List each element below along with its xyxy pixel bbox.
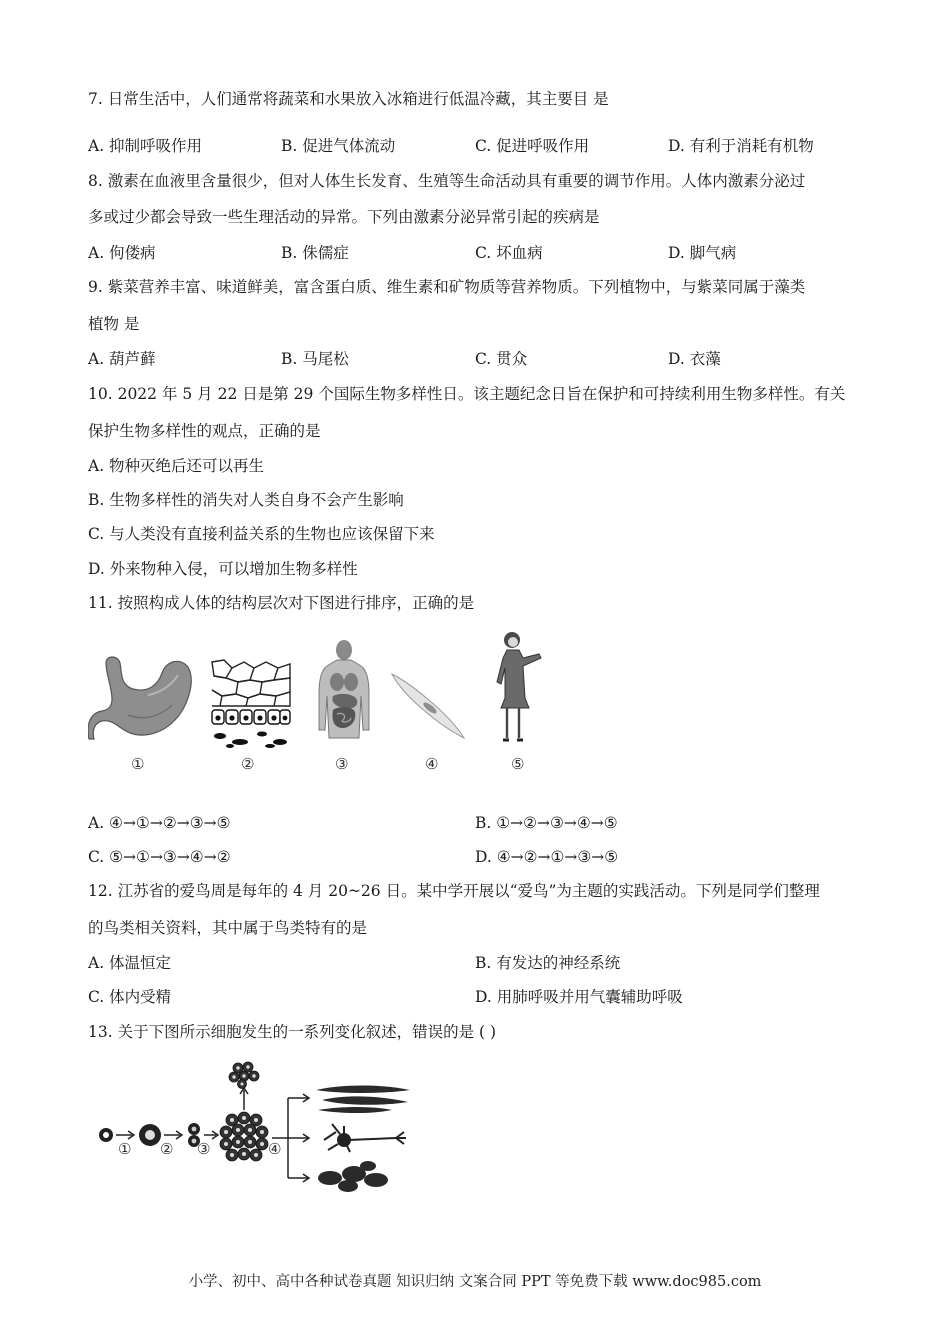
figure-label-4: ④	[268, 1140, 282, 1158]
figure-label-1: ①	[118, 1140, 132, 1158]
q7-option-b: B. 促进气体流动	[281, 137, 396, 155]
q12-stem-line1: 12. 江苏省的爱鸟周是每年的 4 月 20~26 日。某中学开展以“爱鸟”为主题的实践活动。下列是同学们整理	[88, 882, 820, 900]
q9-option-a: A. 葫芦藓	[88, 350, 156, 368]
q10-stem-line2: 保护生物多样性的观点，正确的是	[88, 422, 321, 440]
q12-option-d: D. 用肺呼吸并用气囊辅助呼吸	[475, 988, 683, 1006]
figure-label-3: ③	[335, 755, 349, 773]
q10-stem-line1: 10. 2022 年 5 月 22 日是第 29 个国际生物多样性日。该主题纪念日旨在保护和可持续利用生物多样性。有关	[88, 385, 846, 403]
q12-option-c: C. 体内受精	[88, 988, 172, 1006]
tissue-illustration	[210, 658, 292, 750]
human-body-illustration	[313, 638, 375, 748]
figure-label-4: ④	[425, 755, 439, 773]
q7-option-c: C. 促进呼吸作用	[475, 137, 590, 155]
q10-option-c: C. 与人类没有直接利益关系的生物也应该保留下来	[88, 525, 435, 543]
q11-option-d: D. ④→②→①→③→⑤	[475, 848, 619, 866]
muscle-cell-illustration	[388, 668, 468, 743]
q11-option-c: C. ⑤→①→③→④→②	[88, 848, 231, 866]
q10-option-d: D. 外来物种入侵，可以增加生物多样性	[88, 560, 358, 578]
page-footer: 小学、初中、高中各种试卷真题 知识归纳 文案合同 PPT 等免费下载 www.doc985.com	[188, 1274, 762, 1290]
stomach-illustration	[88, 655, 193, 747]
q11-option-b: B. ①→②→③→④→⑤	[475, 814, 618, 832]
q13-stem: 13. 关于下图所示细胞发生的一系列变化叙述，错误的是 ( )	[88, 1023, 497, 1041]
q8-option-c: C. 坏血病	[475, 244, 543, 262]
q9-stem-line2: 植物 是	[88, 315, 140, 333]
girl-illustration	[495, 628, 545, 746]
q8-stem-line2: 多或过少都会导致一些生理活动的异常。下列由激素分泌异常引起的疾病是	[88, 208, 600, 226]
q11-stem: 11. 按照构成人体的结构层次对下图进行排序，正确的是	[88, 594, 475, 612]
figure-label-3: ③	[197, 1140, 211, 1158]
q12-option-b: B. 有发达的神经系统	[475, 954, 621, 972]
figure-label-5: ⑤	[511, 755, 525, 773]
q7-option-a: A. 抑制呼吸作用	[88, 137, 203, 155]
q9-stem-line1: 9. 紫菜营养丰富、味道鲜美，富含蛋白质、维生素和矿物质等营养物质。下列植物中，与紫菜同属于藻类	[88, 278, 806, 296]
q9-option-b: B. 马尾松	[281, 350, 349, 368]
q8-option-b: B. 侏儒症	[281, 244, 349, 262]
cell-differentiation-diagram	[92, 1060, 422, 1195]
q7-stem: 7. 日常生活中，人们通常将蔬菜和水果放入冰箱进行低温冷藏，其主要目 是	[88, 90, 609, 108]
figure-label-2: ②	[241, 755, 255, 773]
figure-label-1: ①	[131, 755, 145, 773]
q11-option-a: A. ④→①→②→③→⑤	[88, 814, 231, 832]
q8-stem-line1: 8. 激素在血液里含量很少，但对人体生长发育、生殖等生命活动具有重要的调节作用。人体内激素分泌过	[88, 172, 806, 190]
q12-option-a: A. 体温恒定	[88, 954, 172, 972]
figure-label-2: ②	[160, 1140, 174, 1158]
q7-option-d: D. 有利于消耗有机物	[668, 137, 814, 155]
q9-option-d: D. 衣藻	[668, 350, 721, 368]
q10-option-b: B. 生物多样性的消失对人类自身不会产生影响	[88, 491, 404, 509]
q12-stem-line2: 的鸟类相关资料，其中属于鸟类特有的是	[88, 919, 368, 937]
q8-option-a: A. 佝偻病	[88, 244, 156, 262]
q8-option-d: D. 脚气病	[668, 244, 737, 262]
q10-option-a: A. 物种灭绝后还可以再生	[88, 457, 265, 475]
q9-option-c: C. 贯众	[475, 350, 528, 368]
